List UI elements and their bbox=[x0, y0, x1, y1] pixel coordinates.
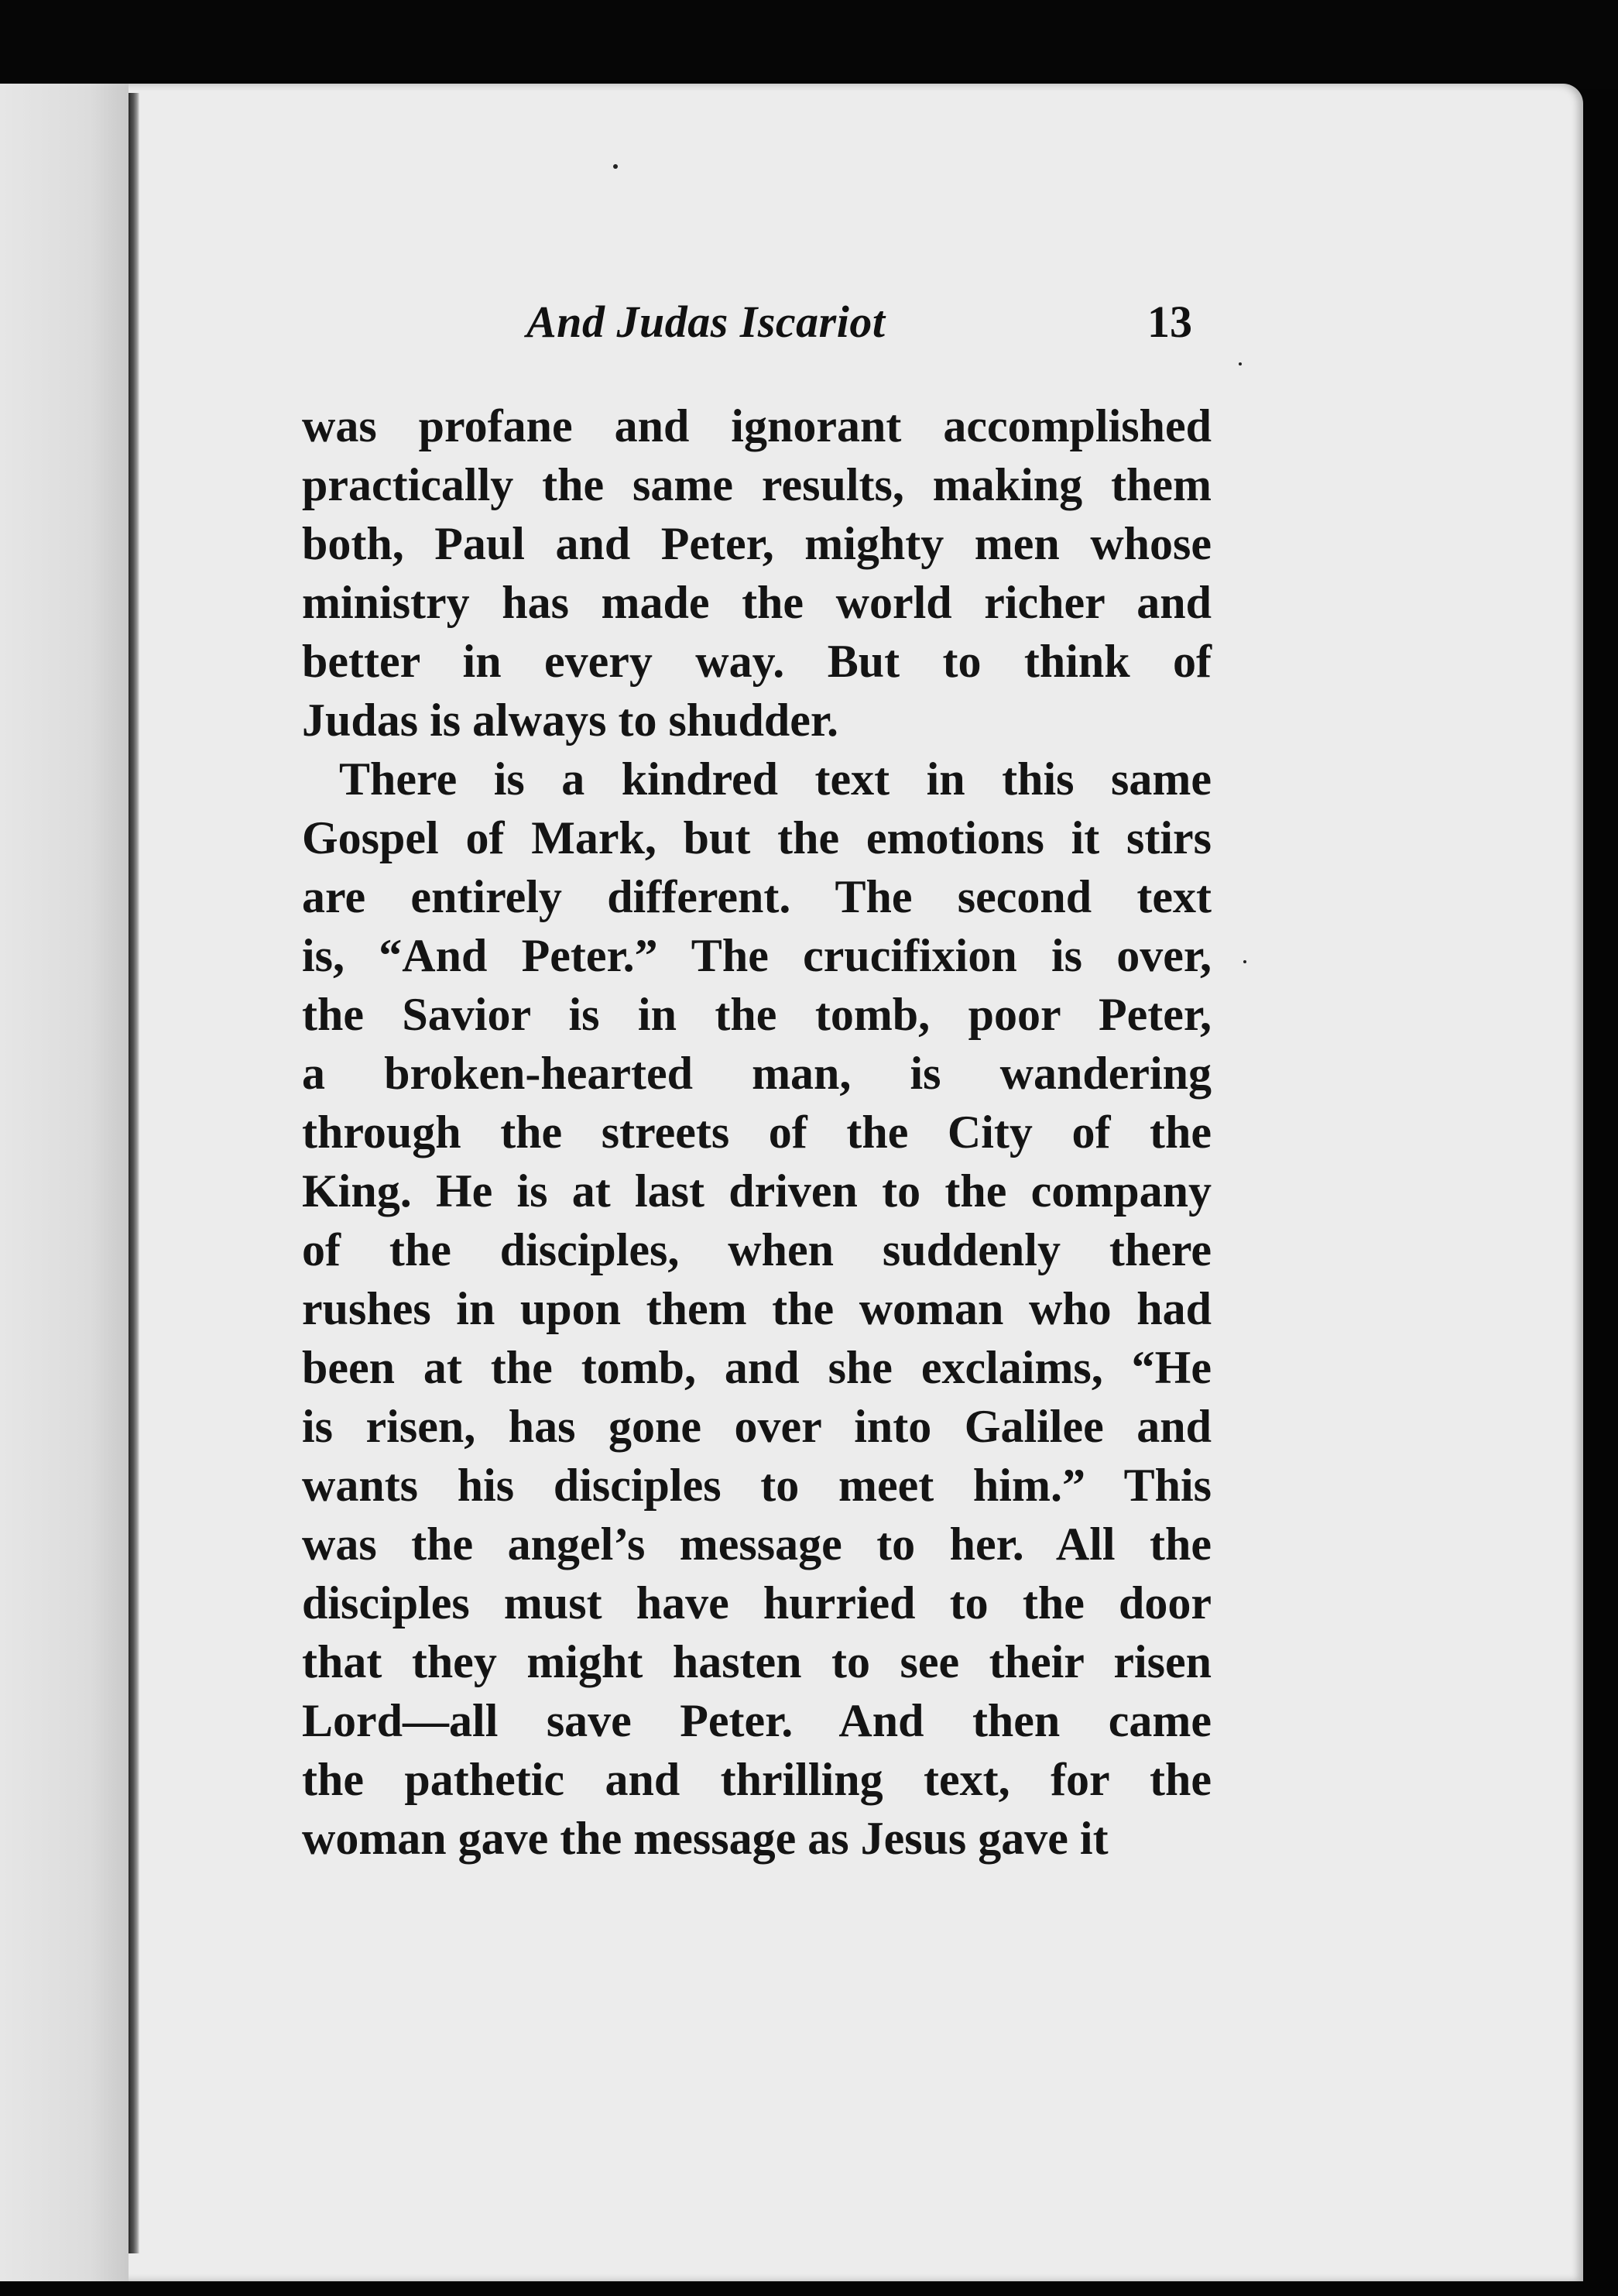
text-line: both, Paul and Peter, mighty men whose bbox=[302, 518, 1212, 569]
text-line: is risen, has gone over into Galilee and bbox=[302, 1401, 1212, 1452]
scan-border-bottom bbox=[0, 2281, 1618, 2296]
scan-border-top bbox=[0, 0, 1618, 89]
text-line: a broken-hearted man, is wandering bbox=[302, 1048, 1212, 1099]
page-number: 13 bbox=[1147, 297, 1192, 347]
scan-speck bbox=[1239, 362, 1242, 366]
text-line: King. He is at last driven to the company bbox=[302, 1165, 1212, 1217]
body-text bbox=[302, 396, 1212, 1868]
running-title: And Judas Iscariot bbox=[526, 297, 886, 347]
text-line: through the streets of the City of the bbox=[302, 1107, 1212, 1158]
scan-speck bbox=[1243, 960, 1246, 963]
facing-page-edge bbox=[0, 84, 129, 2281]
text-line: There is a kindred text in this same bbox=[339, 753, 1212, 805]
text-line: practically the same results, making them bbox=[302, 459, 1212, 510]
scan-speck bbox=[613, 164, 618, 169]
text-line: was profane and ignorant accomplished bbox=[302, 400, 1212, 451]
book-gutter bbox=[129, 93, 139, 2253]
text-line: woman gave the message as Jesus gave it bbox=[302, 1813, 1109, 1864]
text-line: the Savior is in the tomb, poor Peter, bbox=[302, 989, 1212, 1040]
text-line: the pathetic and thrilling text, for the bbox=[302, 1754, 1212, 1805]
text-line: Lord—all save Peter. And then came bbox=[302, 1695, 1212, 1746]
text-line: is, “And Peter.” The crucifixion is over, bbox=[302, 930, 1212, 981]
page-header bbox=[302, 296, 1215, 358]
text-line: Judas is always to shudder. bbox=[302, 695, 839, 746]
text-line: wants his disciples to meet him.” This bbox=[302, 1460, 1212, 1511]
text-line: are entirely different. The second text bbox=[302, 871, 1212, 922]
text-line: rushes in upon them the woman who had bbox=[302, 1283, 1212, 1334]
text-line: was the angel’s message to her. All the bbox=[302, 1519, 1212, 1570]
text-line: Gospel of Mark, but the emotions it stirs bbox=[302, 812, 1212, 863]
text-line: ministry has made the world richer and bbox=[302, 577, 1212, 628]
text-line: that they might hasten to see their risen bbox=[302, 1636, 1212, 1687]
text-line: been at the tomb, and she exclaims, “He bbox=[302, 1342, 1212, 1393]
text-line: better in every way. But to think of bbox=[302, 636, 1212, 687]
text-line: disciples must have hurried to the door bbox=[302, 1577, 1212, 1628]
text-line: of the disciples, when suddenly there bbox=[302, 1224, 1212, 1275]
